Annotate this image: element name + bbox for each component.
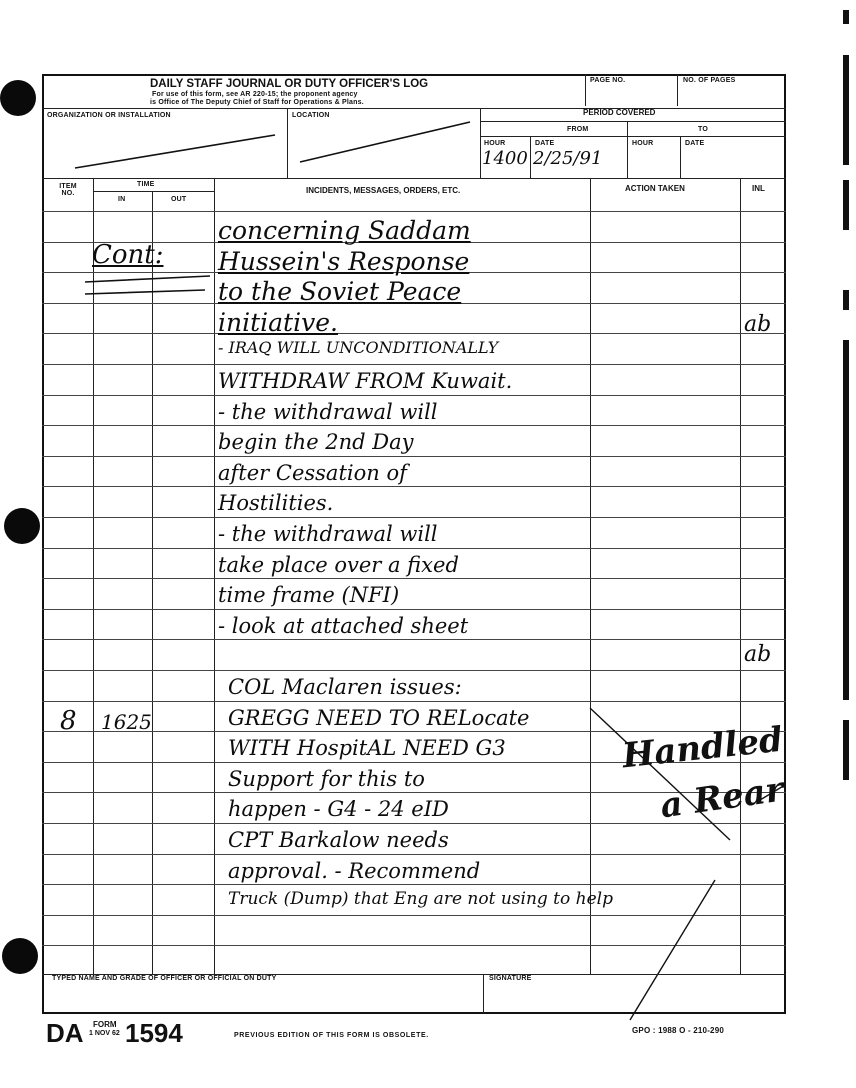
- page-no-label: PAGE NO.: [590, 77, 626, 84]
- previous-edition: PREVIOUS EDITION OF THIS FORM IS OBSOLETE.: [234, 1032, 429, 1039]
- from-hour-label: HOUR: [484, 140, 506, 147]
- time-in: 1625: [101, 710, 152, 734]
- scan-edge-mark: [843, 340, 849, 700]
- location-dash-mark: [295, 118, 475, 168]
- form-id-date: 1 NOV 62: [89, 1030, 120, 1037]
- scan-edge-mark: [843, 180, 849, 230]
- col-inl: INL: [752, 184, 765, 193]
- incident-line: take place over a fixed: [218, 553, 459, 577]
- ruled-line: [42, 364, 786, 365]
- cont-underline-marks: [80, 272, 220, 302]
- col-item-no: ITEM NO.: [59, 183, 77, 197]
- col-out: OUT: [171, 196, 187, 203]
- form-subtitle-1: For use of this form, see AR 220-15; the proponent agency: [152, 91, 358, 98]
- col-incidents: INCIDENTS, MESSAGES, ORDERS, ETC.: [306, 186, 461, 195]
- to-hour-label: HOUR: [632, 140, 654, 147]
- incident-line: time frame (NFI): [218, 583, 400, 607]
- ruled-line: [42, 670, 786, 671]
- gpo-code: GPO : 1988 O - 210-290: [632, 1026, 725, 1035]
- org-label: ORGANIZATION OR INSTALLATION: [47, 112, 171, 119]
- ruled-line: [42, 395, 786, 396]
- incident-line: begin the 2nd Day: [218, 430, 414, 454]
- ruled-line: [42, 639, 786, 640]
- from-date-value: 2/25/91: [533, 148, 603, 169]
- scan-edge-mark: [843, 55, 849, 165]
- ruled-line: [42, 517, 786, 518]
- action-handled: Handled: [620, 719, 785, 777]
- col-action: ACTION TAKEN: [625, 184, 685, 193]
- incident-line: Hostilities.: [218, 491, 334, 515]
- form-subtitle-2: is Office of The Deputy Chief of Staff for Operations & Plans.: [150, 99, 364, 106]
- incident-line: WITH HospitAL NEED G3: [228, 736, 506, 760]
- scan-edge-mark: [843, 290, 849, 310]
- punch-hole-bottom: [2, 938, 38, 974]
- incident-line: WITHDRAW FROM Kuwait.: [218, 369, 513, 393]
- from-date-label: DATE: [535, 140, 555, 147]
- initials-2: ab: [744, 642, 772, 667]
- incident-line: - IRAQ WILL UNCONDITIONALLY: [218, 338, 499, 357]
- form-title: DAILY STAFF JOURNAL OR DUTY OFFICER'S LOG: [150, 78, 429, 90]
- incident-line: - look at attached sheet: [218, 614, 469, 638]
- scan-edge-mark: [843, 720, 849, 780]
- incident-line: happen - G4 - 24 eID: [228, 797, 449, 821]
- ruled-line: [42, 211, 786, 212]
- incident-line: - the withdrawal will: [218, 400, 438, 424]
- org-dash-mark: [70, 130, 280, 175]
- punch-hole-middle: [4, 508, 40, 544]
- location-label: LOCATION: [292, 112, 330, 119]
- to-date-label: DATE: [685, 140, 705, 147]
- scan-edge-mark: [843, 10, 849, 24]
- incident-line: after Cessation of: [218, 461, 407, 485]
- action-strike-line: [560, 700, 790, 1030]
- incident-line: Truck (Dump) that Eng are not using to help: [228, 889, 613, 909]
- col-time: TIME: [137, 181, 155, 188]
- ruled-line: [42, 456, 786, 457]
- incident-line: - the withdrawal will: [218, 522, 438, 546]
- cont-label: Cont:: [92, 240, 164, 270]
- typed-name-label: TYPED NAME AND GRADE OF OFFICER OR OFFICIAL ON DUTY: [52, 975, 277, 982]
- incident-line: COL Maclaren issues:: [228, 675, 462, 699]
- to-label: TO: [698, 126, 708, 133]
- form-id-prefix: DA: [46, 1018, 84, 1048]
- punch-hole-top: [0, 80, 36, 116]
- ruled-line: [42, 548, 786, 549]
- incident-line: initiative.: [218, 308, 338, 337]
- period-covered-label: PERIOD COVERED: [583, 108, 656, 117]
- incident-line: CPT Barkalow needs: [228, 828, 449, 852]
- ruled-line: [42, 333, 786, 334]
- form-id-number: 1594: [125, 1018, 183, 1048]
- incident-line: to the Soviet Peace: [218, 277, 462, 306]
- col-in: IN: [118, 196, 126, 203]
- item-number: 8: [60, 706, 77, 736]
- incident-line: Support for this to: [228, 767, 425, 791]
- incident-line: concerning Saddam: [218, 216, 471, 245]
- incident-line: approval. - Recommend: [228, 859, 481, 883]
- incident-line: Hussein's Response: [218, 247, 470, 276]
- form-id-form: FORM: [93, 1020, 117, 1029]
- signature-label: SIGNATURE: [489, 975, 532, 982]
- action-rear: a Rear: [657, 769, 786, 827]
- initials-1: ab: [744, 312, 772, 337]
- ruled-line: [42, 486, 786, 487]
- ruled-line: [42, 425, 786, 426]
- ruled-line: [42, 609, 786, 610]
- no-of-pages-label: NO. OF PAGES: [683, 77, 736, 84]
- from-label: FROM: [567, 126, 589, 133]
- from-hour-value: 1400: [482, 148, 528, 169]
- ruled-line: [42, 578, 786, 579]
- incident-line: GREGG NEED TO RELocate: [228, 706, 530, 730]
